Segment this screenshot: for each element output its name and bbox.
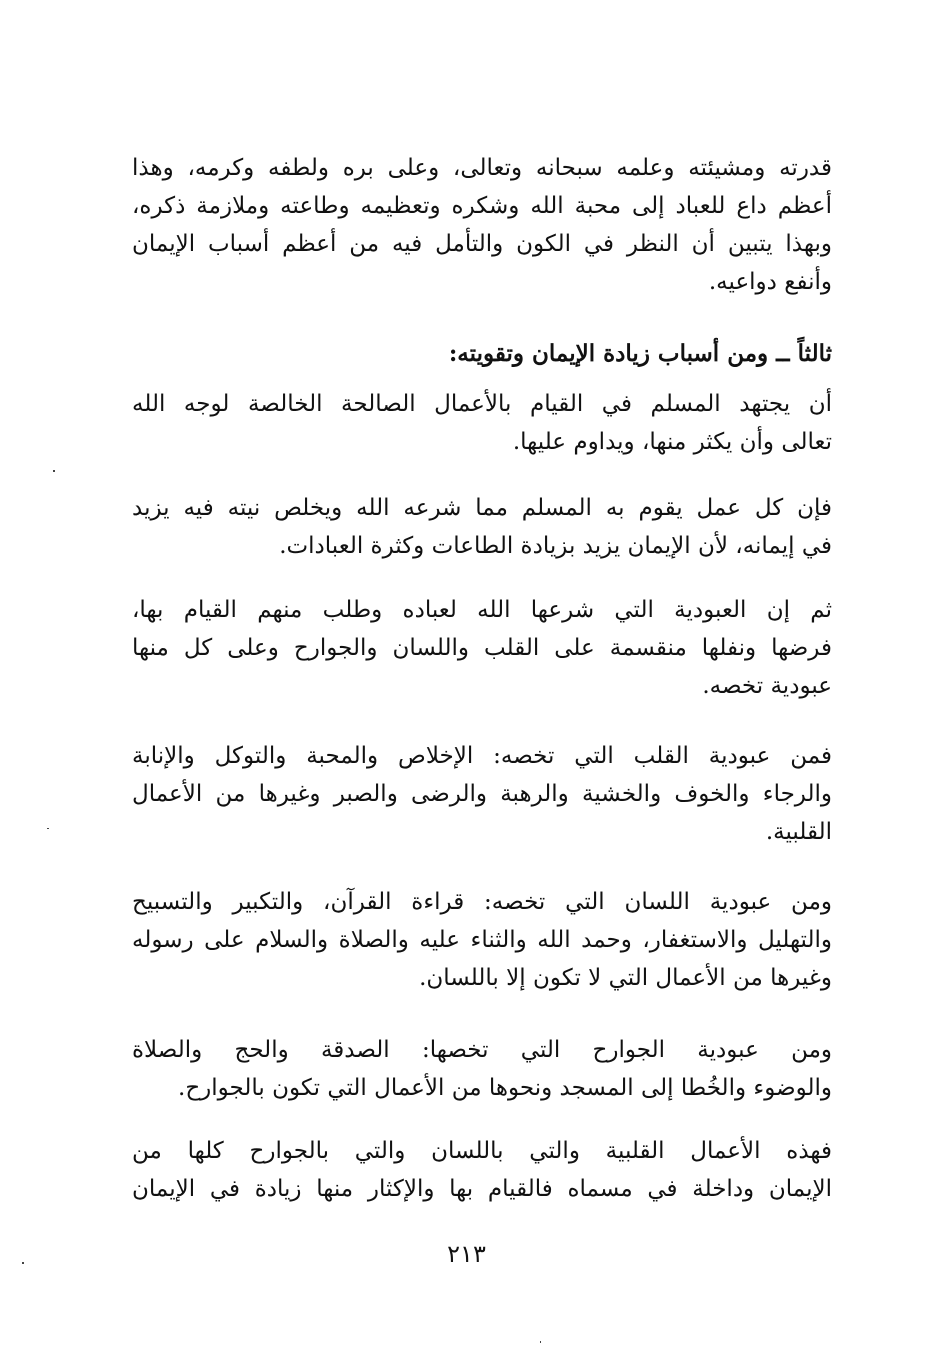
text-line: والوضوء والخُطا إلى المسجد ونحوها من الأعمال التي تكون بالجوارح. <box>178 1075 832 1101</box>
scan-speck <box>540 1341 541 1343</box>
section-heading: ثالثاً ــ ومن أسباب زيادة الإيمان وتقويته: <box>448 340 832 367</box>
paragraph-2-body <box>132 385 832 461</box>
text-line: والتهليل والاستغفار، وحمد الله والثناء عليه والصلاة والسلام على رسوله <box>132 927 832 953</box>
text-line: وأنفع دواعيه. <box>708 269 832 295</box>
text-line: قدرته ومشيئته وعلمه سبحانه وتعالى، وعلى بره ولطفه وكرمه، وهذا <box>132 155 832 181</box>
paragraph-5 <box>132 737 832 851</box>
text-line: فإن كل عمل يقوم به المسلم مما شرعه الله ويخلص نيته فيه يزيد <box>132 495 832 521</box>
paragraph-4 <box>132 591 832 705</box>
text-line: والرجاء والخوف والخشية والرهبة والرضى والصبر وغيرها من الأعمال <box>132 781 832 807</box>
text-line: تعالى وأن يكثر منها، ويداوم عليها. <box>512 429 832 455</box>
text-line: الإيمان وداخلة في مسماه فالقيام بها والإكثار منها زيادة في الإيمان <box>132 1176 832 1202</box>
text-line: فهذه الأعمال القلبية والتي باللسان والتي بالجوارح كلها من <box>132 1138 832 1164</box>
text-line: ومن عبودية اللسان التي تخصه: قراءة القرآن، والتكبير والتسبيح <box>132 889 832 915</box>
paragraph-6 <box>132 883 832 997</box>
scan-speck <box>22 1262 24 1264</box>
page-number: ٢١٣ <box>447 1240 486 1268</box>
text-line: وبهذا يتبين أن النظر في الكون والتأمل فيه من أعظم أسباب الإيمان <box>132 231 832 257</box>
paragraph-2 <box>132 335 832 373</box>
text-line: عبودية تخصه. <box>702 673 832 699</box>
paragraph-3 <box>132 489 832 565</box>
text-line: ومن عبودية الجوارح التي تخصها: الصدقة والحج والصلاة <box>132 1037 832 1063</box>
scan-speck <box>47 828 49 829</box>
paragraph-1 <box>132 149 832 301</box>
paragraph-8 <box>132 1132 832 1208</box>
text-line: القلبية. <box>765 819 832 845</box>
text-line: فمن عبودية القلب التي تخصه: الإخلاص والمحبة والتوكل والإنابة <box>132 743 832 769</box>
scan-speck <box>53 470 55 472</box>
text-line: أعظم داع للعباد إلى محبة الله وشكره وتعظيمه وطاعته وملازمة ذكره، <box>132 193 832 219</box>
text-line: في إيمانه، لأن الإيمان يزيد بزيادة الطاعات وكثرة العبادات. <box>279 533 832 559</box>
paragraph-7 <box>132 1031 832 1107</box>
text-line: أن يجتهد المسلم في القيام بالأعمال الصالحة الخالصة لوجه الله <box>132 391 832 417</box>
text-line: فرضها ونفلها منقسمة على القلب واللسان والجوارح وعلى كل منها <box>132 635 832 661</box>
text-line: وغيرها من الأعمال التي لا تكون إلا باللسان. <box>419 965 832 991</box>
text-line: ثم إن العبودية التي شرعها الله لعباده وطلب منهم القيام بها، <box>132 597 832 623</box>
